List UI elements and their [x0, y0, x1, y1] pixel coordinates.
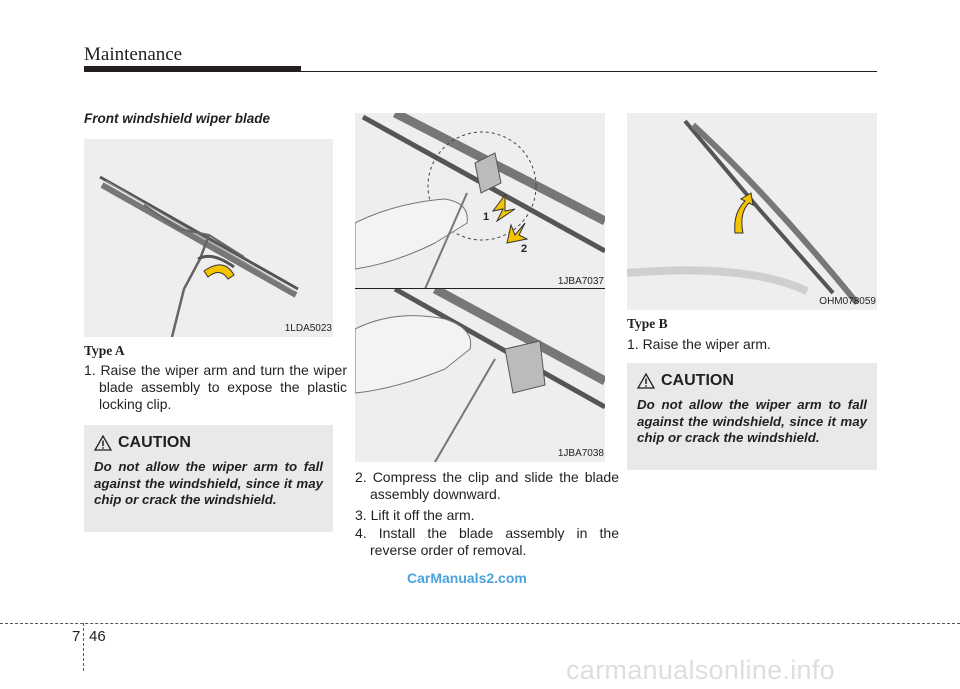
step-3: 3. Lift it off the arm. [355, 507, 475, 523]
callout-1: 1 [483, 211, 490, 223]
type-a-step-1: 1. Raise the wiper arm and turn the wiper blade assembly to expose the plastic locking clip. [84, 362, 347, 412]
type-a-label: Type A [84, 343, 125, 358]
warning-icon [637, 373, 655, 389]
figure-code: 1LDA5023 [284, 323, 332, 334]
page-number: 46 [89, 628, 106, 645]
step-2: 2. Compress the clip and slide the blade assembly downward. [355, 469, 619, 502]
type-b-step-1: 1. Raise the wiper arm. [627, 336, 771, 352]
caution-header [637, 372, 734, 390]
figure-slide-blade [355, 289, 605, 462]
caution-header [94, 434, 191, 452]
footer-divider [83, 623, 84, 671]
figure-wiper-raise-type-a [84, 139, 333, 337]
callout-2: 2 [521, 243, 528, 255]
site-watermark: carmanualsonline.info [566, 655, 835, 685]
caution-title: CAUTION [661, 372, 734, 389]
footer-rule [0, 623, 960, 624]
warning-icon [94, 435, 112, 451]
type-b-label: Type B [627, 316, 668, 331]
step-4: 4. Install the blade assembly in the reverse order of removal. [355, 525, 619, 558]
clip-illustration [355, 113, 605, 289]
header-rule-thin [301, 71, 877, 72]
figure-code: 1JBA7037 [557, 276, 604, 287]
figure-wiper-raise-type-b [627, 113, 877, 310]
figure-code: OHM078059 [819, 296, 876, 307]
header-rule [84, 66, 301, 72]
slide-illustration [355, 289, 605, 462]
caution-box [627, 363, 877, 470]
chapter-number: 7 [72, 628, 81, 645]
caution-title: CAUTION [118, 434, 191, 451]
caution-text: Do not allow the wiper arm to fall against the windshield, since it may chip or crack the windshield. [94, 459, 323, 507]
caution-box [84, 425, 333, 532]
watermark-link[interactable]: CarManuals2.com [407, 570, 527, 586]
figure-code: 1JBA7038 [557, 448, 604, 459]
figure-compress-clip [355, 113, 605, 289]
header-title: Maintenance [84, 44, 183, 65]
caution-text: Do not allow the wiper arm to fall against the windshield, since it may chip or crack the windshield. [637, 397, 867, 445]
wiper-b-illustration [627, 113, 877, 310]
wiper-illustration [84, 139, 333, 337]
section-heading: Front windshield wiper blade [84, 111, 271, 126]
